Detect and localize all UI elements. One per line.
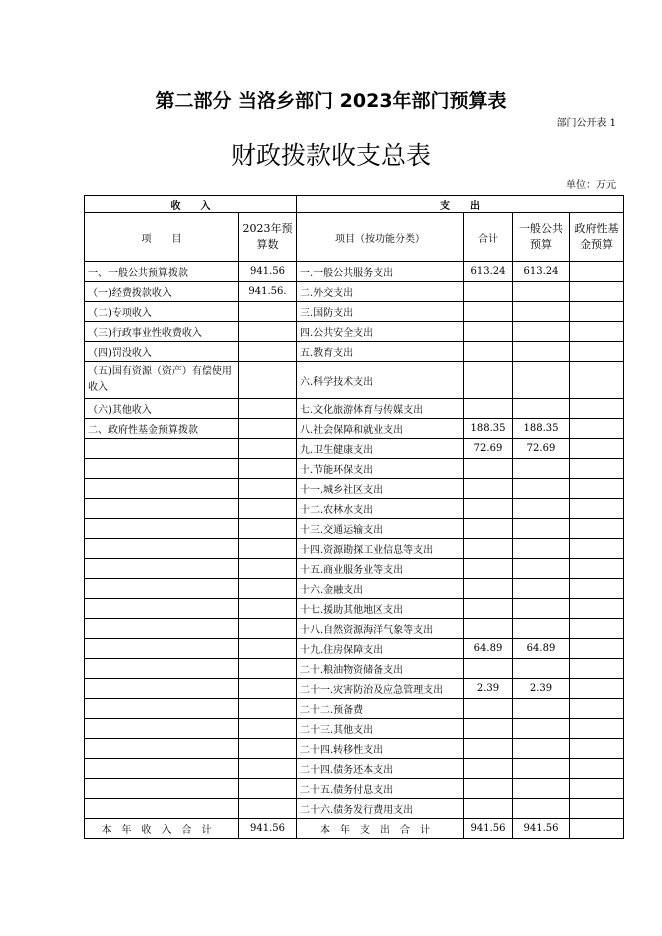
general-budget-cell — [513, 659, 570, 679]
general-budget-cell — [513, 302, 570, 322]
fund-budget-cell — [570, 779, 624, 799]
general-budget-cell — [513, 699, 570, 719]
total-cell — [464, 362, 513, 399]
general-budget-cell: 188.35 — [513, 419, 570, 439]
total-cell — [464, 559, 513, 579]
col-budget-header: 2023年预算数 — [239, 213, 297, 262]
fund-budget-cell — [570, 419, 624, 439]
total-cell — [464, 759, 513, 779]
expense-cell: 九.卫生健康支出 — [297, 439, 464, 459]
col-func-header: 项目（按功能分类） — [297, 213, 464, 262]
expense-cell: 十.节能环保支出 — [297, 459, 464, 479]
general-budget-cell — [513, 322, 570, 342]
income-cell — [85, 499, 239, 519]
table-row — [85, 282, 624, 302]
table-row — [85, 322, 624, 342]
general-budget-cell — [513, 362, 570, 399]
income-value-cell — [239, 419, 297, 439]
table-row — [85, 779, 624, 799]
expense-cell: 十四.资源勘探工业信息等支出 — [297, 539, 464, 559]
fund-budget-cell — [570, 579, 624, 599]
income-value-cell: 941.56 — [239, 262, 297, 282]
income-value-cell — [239, 559, 297, 579]
general-budget-cell — [513, 399, 570, 419]
expense-cell: 七.文化旅游体育与传媒支出 — [297, 399, 464, 419]
fund-budget-cell — [570, 282, 624, 302]
income-value-cell — [239, 599, 297, 619]
unit-label: 单位：万元 — [566, 180, 616, 191]
total-cell: 188.35 — [464, 419, 513, 439]
table-row — [85, 539, 624, 559]
total-cell — [464, 719, 513, 739]
table-header-row — [85, 213, 624, 262]
total-income-label: 本年收入合计 — [85, 819, 239, 839]
general-budget-cell — [513, 499, 570, 519]
table-row — [85, 262, 624, 282]
total-fund-value — [570, 819, 624, 839]
total-cell — [464, 399, 513, 419]
income-value-cell — [239, 759, 297, 779]
expense-cell: 二十.粮油物资储备支出 — [297, 659, 464, 679]
total-cell — [464, 499, 513, 519]
income-value-cell — [239, 499, 297, 519]
total-expense-label: 本年支出合计 — [297, 819, 464, 839]
total-row — [85, 819, 624, 839]
income-value-cell — [239, 459, 297, 479]
table-row — [85, 362, 624, 399]
fund-budget-cell — [570, 439, 624, 459]
income-cell: （一)经费拨款收入 — [85, 282, 239, 302]
expense-cell: 十八.自然资源海洋气象等支出 — [297, 619, 464, 639]
general-budget-cell — [513, 799, 570, 819]
income-value-cell — [239, 362, 297, 399]
table-row — [85, 559, 624, 579]
fund-budget-cell — [570, 519, 624, 539]
table-row — [85, 639, 624, 659]
col-item-header: 项 目 — [85, 213, 239, 262]
fund-budget-cell — [570, 719, 624, 739]
fund-budget-cell — [570, 499, 624, 519]
income-cell — [85, 619, 239, 639]
income-value-cell — [239, 719, 297, 739]
table-title: 财政拨款收支总表 — [230, 141, 431, 170]
fund-budget-cell — [570, 739, 624, 759]
income-value-cell — [239, 399, 297, 419]
income-cell: （五)国有资源（资产）有偿使用收入 — [85, 362, 239, 399]
general-budget-cell — [513, 719, 570, 739]
general-budget-cell: 64.89 — [513, 639, 570, 659]
expense-cell: 八.社会保障和就业支出 — [297, 419, 464, 439]
total-cell — [464, 459, 513, 479]
income-cell: 一、一般公共预算拨款 — [85, 262, 239, 282]
form-number: 部门公开表 1 — [556, 118, 616, 129]
total-cell — [464, 659, 513, 679]
general-budget-cell — [513, 619, 570, 639]
income-cell — [85, 739, 239, 759]
total-cell — [464, 579, 513, 599]
fund-budget-cell — [570, 459, 624, 479]
income-value-cell — [239, 679, 297, 699]
income-cell — [85, 779, 239, 799]
total-cell — [464, 799, 513, 819]
fund-budget-cell — [570, 559, 624, 579]
expense-cell: 二十四.转移性支出 — [297, 739, 464, 759]
fund-budget-cell — [570, 262, 624, 282]
income-header: 收 入 — [85, 196, 297, 213]
income-cell: （二)专项收入 — [85, 302, 239, 322]
fund-budget-cell — [570, 539, 624, 559]
total-cell: 2.39 — [464, 679, 513, 699]
table-row — [85, 499, 624, 519]
fund-budget-cell — [570, 699, 624, 719]
expense-cell: 二十四.债务还本支出 — [297, 759, 464, 779]
table-row — [85, 302, 624, 322]
expense-cell: 二.外交支出 — [297, 282, 464, 302]
general-budget-cell — [513, 519, 570, 539]
total-cell: 72.69 — [464, 439, 513, 459]
expense-cell: 六.科学技术支出 — [297, 362, 464, 399]
table-row — [85, 799, 624, 819]
total-cell — [464, 619, 513, 639]
total-cell — [464, 779, 513, 799]
expense-cell: 十九.住房保障支出 — [297, 639, 464, 659]
general-budget-cell — [513, 739, 570, 759]
table-row — [85, 479, 624, 499]
general-budget-cell — [513, 599, 570, 619]
total-cell — [464, 282, 513, 302]
table-row — [85, 342, 624, 362]
table-header-group-row — [85, 196, 624, 213]
income-value-cell — [239, 659, 297, 679]
expense-cell: 一.一般公共服务支出 — [297, 262, 464, 282]
income-value-cell — [239, 779, 297, 799]
budget-table — [84, 195, 624, 839]
general-budget-cell — [513, 779, 570, 799]
col-fund-header: 政府性基金预算 — [570, 213, 624, 262]
expense-cell: 十六.金融支出 — [297, 579, 464, 599]
fund-budget-cell — [570, 799, 624, 819]
fund-budget-cell — [570, 322, 624, 342]
income-cell — [85, 659, 239, 679]
income-cell: 二、政府性基金预算拨款 — [85, 419, 239, 439]
fund-budget-cell — [570, 362, 624, 399]
table-row — [85, 579, 624, 599]
general-budget-cell: 72.69 — [513, 439, 570, 459]
total-cell — [464, 322, 513, 342]
fund-budget-cell — [570, 302, 624, 322]
fund-budget-cell — [570, 759, 624, 779]
general-budget-cell — [513, 282, 570, 302]
income-cell — [85, 759, 239, 779]
fund-budget-cell — [570, 342, 624, 362]
table-row — [85, 619, 624, 639]
total-cell: 613.24 — [464, 262, 513, 282]
income-cell — [85, 479, 239, 499]
general-budget-cell — [513, 342, 570, 362]
income-cell: （六)其他收入 — [85, 399, 239, 419]
income-cell — [85, 599, 239, 619]
page-title: 第二部分 当洛乡部门 2023年部门预算表 — [155, 90, 507, 112]
general-budget-cell — [513, 459, 570, 479]
expense-cell: 三.国防支出 — [297, 302, 464, 322]
total-cell — [464, 479, 513, 499]
income-value-cell — [239, 579, 297, 599]
income-value-cell: 941.56. — [239, 282, 297, 302]
income-cell — [85, 639, 239, 659]
income-cell — [85, 719, 239, 739]
table-row — [85, 659, 624, 679]
total-cell — [464, 699, 513, 719]
general-budget-cell — [513, 759, 570, 779]
table-row — [85, 439, 624, 459]
total-income-value: 941.56 — [239, 819, 297, 839]
total-expense-value: 941.56 — [464, 819, 513, 839]
col-general-header: 一般公共预算 — [513, 213, 570, 262]
income-value-cell — [239, 322, 297, 342]
fund-budget-cell — [570, 399, 624, 419]
income-cell — [85, 519, 239, 539]
expense-header: 支 出 — [297, 196, 624, 213]
expense-cell: 十五.商业服务业等支出 — [297, 559, 464, 579]
total-cell — [464, 519, 513, 539]
income-cell — [85, 539, 239, 559]
expense-cell: 二十六.债务发行费用支出 — [297, 799, 464, 819]
total-general-value: 941.56 — [513, 819, 570, 839]
income-value-cell — [239, 639, 297, 659]
general-budget-cell: 2.39 — [513, 679, 570, 699]
fund-budget-cell — [570, 599, 624, 619]
table-row — [85, 459, 624, 479]
income-value-cell — [239, 302, 297, 322]
general-budget-cell — [513, 479, 570, 499]
expense-cell: 十二.农林水支出 — [297, 499, 464, 519]
total-cell — [464, 599, 513, 619]
income-cell — [85, 459, 239, 479]
total-cell — [464, 302, 513, 322]
col-total-header: 合计 — [464, 213, 513, 262]
table-row — [85, 399, 624, 419]
income-value-cell — [239, 439, 297, 459]
expense-cell: 二十三.其他支出 — [297, 719, 464, 739]
table-row — [85, 719, 624, 739]
income-cell: （三)行政事业性收费收入 — [85, 322, 239, 342]
table-row — [85, 739, 624, 759]
fund-budget-cell — [570, 679, 624, 699]
income-cell — [85, 799, 239, 819]
expense-cell: 四.公共安全支出 — [297, 322, 464, 342]
income-value-cell — [239, 619, 297, 639]
table-row — [85, 599, 624, 619]
income-cell — [85, 579, 239, 599]
fund-budget-cell — [570, 659, 624, 679]
income-cell — [85, 439, 239, 459]
expense-cell: 二十一.灾害防治及应急管理支出 — [297, 679, 464, 699]
income-value-cell — [239, 519, 297, 539]
fund-budget-cell — [570, 619, 624, 639]
income-cell — [85, 559, 239, 579]
fund-budget-cell — [570, 639, 624, 659]
income-value-cell — [239, 539, 297, 559]
income-cell — [85, 679, 239, 699]
fund-budget-cell — [570, 479, 624, 499]
expense-cell: 十一.城乡社区支出 — [297, 479, 464, 499]
expense-cell: 二十二.预备费 — [297, 699, 464, 719]
expense-cell: 二十五.债务付息支出 — [297, 779, 464, 799]
table-row — [85, 679, 624, 699]
general-budget-cell — [513, 559, 570, 579]
table-row — [85, 699, 624, 719]
table-row — [85, 419, 624, 439]
income-value-cell — [239, 799, 297, 819]
total-cell — [464, 739, 513, 759]
general-budget-cell: 613.24 — [513, 262, 570, 282]
income-value-cell — [239, 479, 297, 499]
general-budget-cell — [513, 539, 570, 559]
expense-cell: 十七.援助其他地区支出 — [297, 599, 464, 619]
total-cell — [464, 342, 513, 362]
general-budget-cell — [513, 579, 570, 599]
income-value-cell — [239, 342, 297, 362]
table-row — [85, 519, 624, 539]
expense-cell: 五.教育支出 — [297, 342, 464, 362]
income-value-cell — [239, 699, 297, 719]
income-cell: （四)罚没收入 — [85, 342, 239, 362]
expense-cell: 十三.交通运输支出 — [297, 519, 464, 539]
total-cell — [464, 539, 513, 559]
income-cell — [85, 699, 239, 719]
table-row — [85, 759, 624, 779]
income-value-cell — [239, 739, 297, 759]
total-cell: 64.89 — [464, 639, 513, 659]
